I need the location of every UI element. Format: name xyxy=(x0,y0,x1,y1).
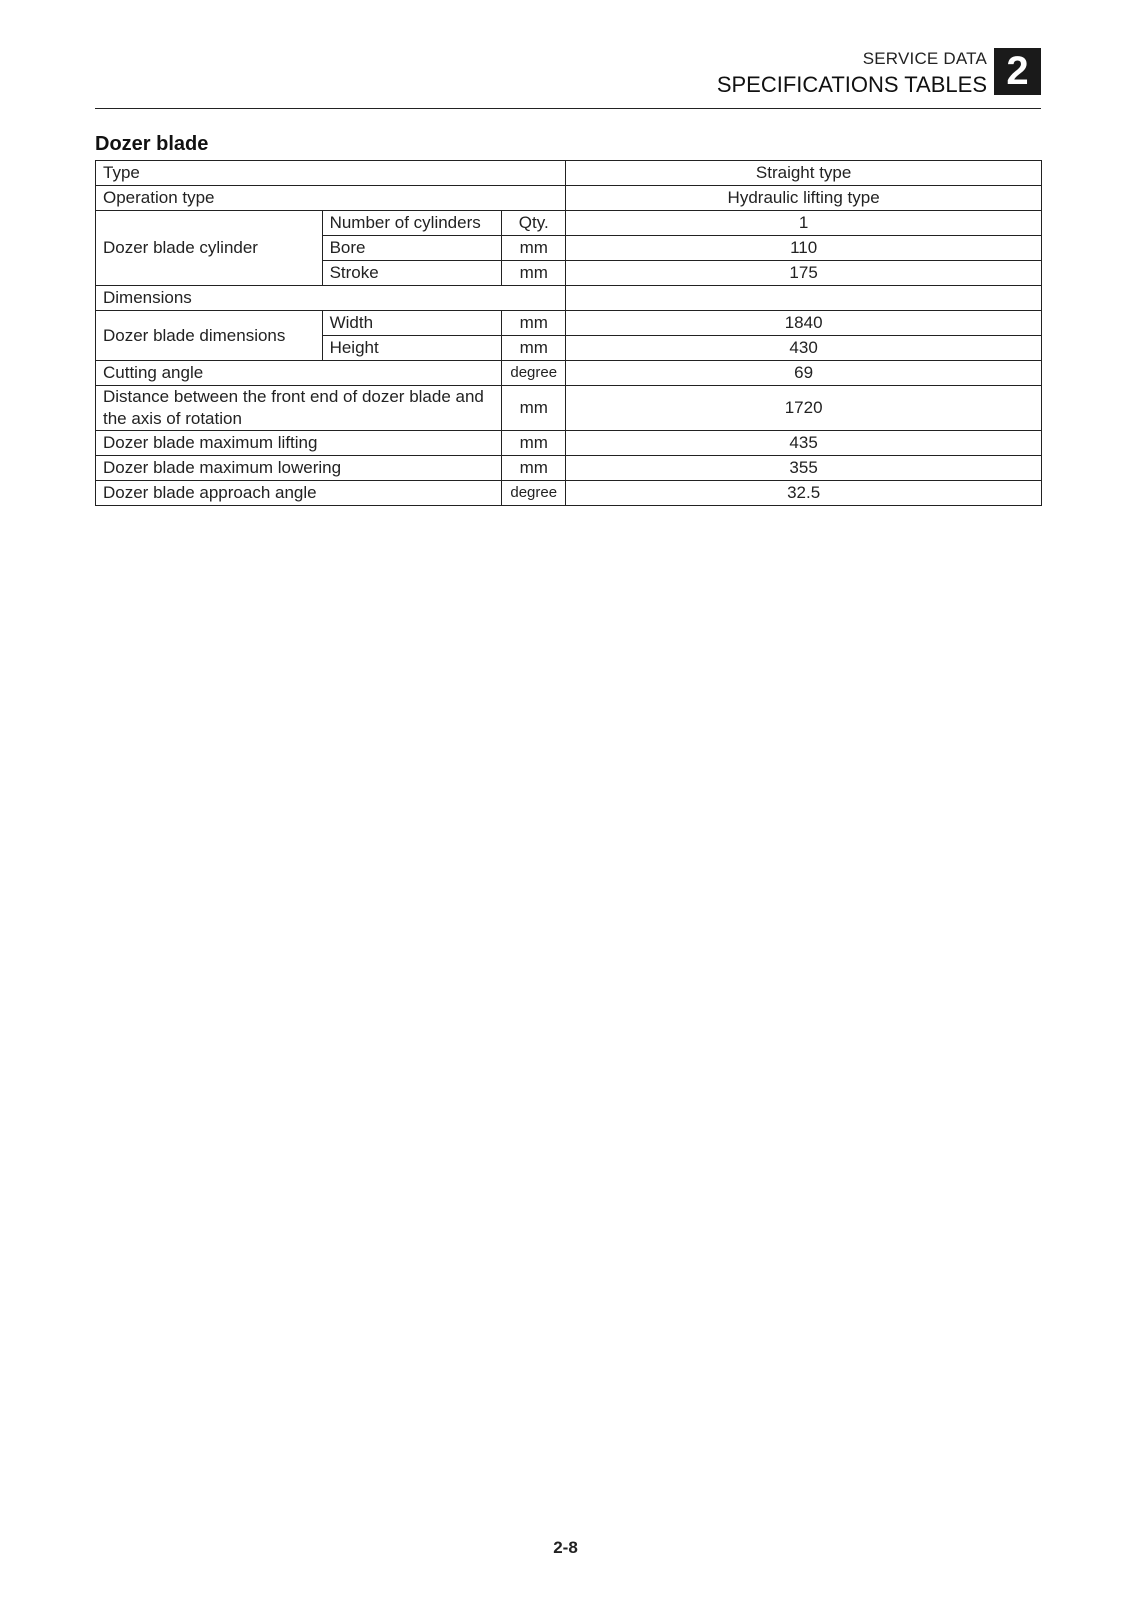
row-label: Dozer blade maximum lowering xyxy=(96,456,502,481)
row-unit: degree xyxy=(502,361,566,386)
row-label: Operation type xyxy=(96,186,566,211)
table-row xyxy=(96,311,1042,336)
row-label: Height xyxy=(322,336,502,361)
row-unit: mm xyxy=(502,386,566,431)
spec-table xyxy=(95,160,1042,506)
row-group-label: Dozer blade dimensions xyxy=(96,311,323,361)
row-value: Straight type xyxy=(566,161,1042,186)
table-row xyxy=(96,161,1042,186)
row-value: 1720 xyxy=(566,386,1042,431)
row-label: Width xyxy=(322,311,502,336)
row-value: 110 xyxy=(566,236,1042,261)
table-row xyxy=(96,186,1042,211)
header-text xyxy=(717,48,987,99)
table-row xyxy=(96,481,1042,506)
table-row xyxy=(96,386,1042,431)
row-label: Cutting angle xyxy=(96,361,502,386)
section-label: SERVICE DATA xyxy=(862,49,987,68)
block-title: Dozer blade xyxy=(95,133,209,155)
row-value: Hydraulic lifting type xyxy=(566,186,1042,211)
row-value: 175 xyxy=(566,261,1042,286)
row-label: Number of cylinders xyxy=(322,211,502,236)
section-title: SPECIFICATIONS TABLES xyxy=(716,72,987,97)
page-header xyxy=(95,48,1041,109)
row-label: Dozer blade maximum lifting xyxy=(96,431,502,456)
row-value: 355 xyxy=(566,456,1042,481)
row-value: 435 xyxy=(566,431,1042,456)
table-row xyxy=(96,456,1042,481)
row-label: Type xyxy=(96,161,566,186)
row-label: Dozer blade approach angle xyxy=(96,481,502,506)
row-value: 69 xyxy=(566,361,1042,386)
row-value: 1 xyxy=(566,211,1042,236)
row-value xyxy=(566,286,1042,311)
page-number: 2-8 xyxy=(553,1538,578,1557)
row-unit: mm xyxy=(502,336,566,361)
table-row xyxy=(96,211,1042,236)
table-row xyxy=(96,431,1042,456)
row-unit: Qty. xyxy=(502,211,566,236)
row-label: Dimensions xyxy=(96,286,566,311)
row-unit: mm xyxy=(502,456,566,481)
row-unit: mm xyxy=(502,431,566,456)
row-unit: degree xyxy=(502,481,566,506)
row-value: 32.5 xyxy=(566,481,1042,506)
chapter-number-badge: 2 xyxy=(994,48,1041,95)
row-value: 1840 xyxy=(566,311,1042,336)
row-label: Stroke xyxy=(322,261,502,286)
table-row xyxy=(96,286,1042,311)
row-unit: mm xyxy=(502,261,566,286)
row-label: Bore xyxy=(322,236,502,261)
table-row xyxy=(96,361,1042,386)
row-unit: mm xyxy=(502,311,566,336)
row-group-label: Dozer blade cylinder xyxy=(96,211,323,286)
row-value: 430 xyxy=(566,336,1042,361)
row-unit: mm xyxy=(502,236,566,261)
row-label: Distance between the front end of dozer blade and the axis of rotation xyxy=(96,386,502,431)
